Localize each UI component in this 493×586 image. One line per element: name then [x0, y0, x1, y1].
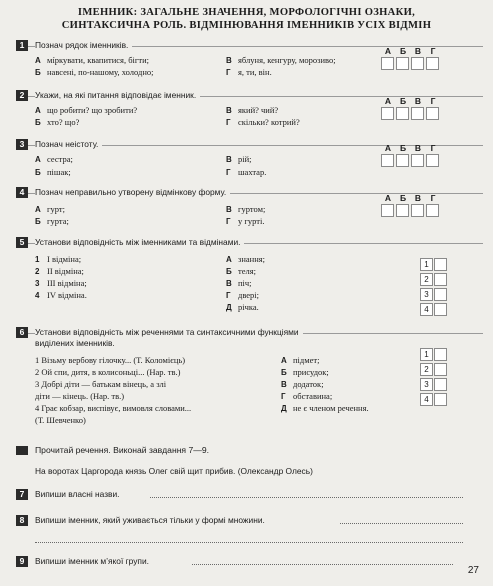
answer-line-9[interactable] [192, 564, 453, 565]
option-b[interactable]: Б пішак; [35, 167, 71, 177]
match-cell[interactable] [434, 258, 447, 271]
cell-v[interactable] [411, 107, 424, 120]
question-number: 1 [16, 40, 28, 51]
question-5 [16, 237, 483, 323]
option-h[interactable]: Г шахтар. [226, 167, 267, 177]
cell-h[interactable] [426, 204, 439, 217]
question-8-number: 8 [16, 515, 28, 526]
option-a[interactable]: А мíркувати, квапитися, бігти; [35, 55, 149, 65]
cell-a[interactable] [381, 57, 394, 70]
question-text: Познач неістоту. [35, 139, 102, 150]
option-a[interactable]: А що робити? що зробити? [35, 105, 138, 115]
function-v: В додаток; [281, 379, 324, 389]
question-9-number: 9 [16, 556, 28, 567]
title-line-2: СИНТАКСИЧНА РОЛЬ. ВІДМІНЮВАННЯ ІМЕННИКІВ УСІХ ВІДМІН [61, 20, 432, 31]
question-8-text: Випиши іменник, який уживається тільки у формі множини. [35, 515, 265, 525]
question-text: Установи відповідність між реченнями та синтаксичними функціями [35, 327, 303, 338]
question-text-cont: виділених іменників. [35, 338, 115, 348]
page-title [0, 6, 493, 32]
match-right-b: Б теля; [226, 266, 257, 276]
workbook-page: ІМЕННИК: ЗАГАЛЬНЕ ЗНАЧЕННЯ, МОРФОЛОГІЧНІ ОЗНАКИ, СИНТАКСИЧНА РОЛЬ. ВІДМІНЮВАННЯ ІМЕННИКІВ УСІХ ВІДМІН 1 Познач рядок іменників. А мíркувати, квапитися, бігти; Б навсені, по-нашому, холодно; В яблуня, кенгуру, морозиво; Г я, ти, він. А Б В Г 2 Укажи, на які питання відповідає іменник. А що робити? що зробити? Б хто? що? В який? чий? Г скільки? котрий? А Б В Г 3 Познач неістоту. А сестра; Б пішак; В рій; Г шахтар. А Б В Г 4 Познач неправильно утворену відмінкову форму. А гурт; Б гурта; В гуртом; Г у гурті. А Б В Г 5 Установи відповідність між іменниками та відмінами. 1 I відміна; 2 II відміна; 3 III відміна; 4 IV відміна. А знання; Б теля; В піч; Г двері; Д річка. 1 2 3 4 6 Установи відповідність між реченнями та синтаксичними функціями виділених іменників. 1 Візьму вербову гілочку... (Т. Коломієць) 2 Ой спи, дитя, в колисоньці... (Нар. тв.) 3 Добрі діти — батькам вінець, а злі діти — кінець. (Нар. тв.) 4 Грає кобзар, виспівує, вимовля словами... (Т. Шевченко) А підмет; Б присудок; В додаток; Г обставина; Д не є членом речення. 1 2 3 4 Прочитай речення. Виконай завдання 7—9. На воротах Царгорода князь Олег свій щит прибив. (Олександр Олесь) 7 Випиши власні назви. 8 Випиши іменник, який уживається тільки у формі множини. 9 Випиши іменник м’якої групи. 27 [0, 0, 493, 586]
match-left-3: 3 III відміна; [35, 278, 87, 288]
sentence-3b: діти — кінець. (Нар. тв.) [35, 391, 125, 401]
match-cell[interactable] [434, 363, 447, 376]
option-b[interactable]: Б гурта; [35, 216, 69, 226]
function-b: Б присудок; [281, 367, 329, 377]
option-v[interactable]: В гуртом; [226, 204, 266, 214]
cell-h[interactable] [426, 154, 439, 167]
option-b[interactable]: Б хто? що? [35, 117, 80, 127]
option-v[interactable]: В який? чий? [226, 105, 279, 115]
cell-v[interactable] [411, 154, 424, 167]
match-left-2: 2 II відміна; [35, 266, 84, 276]
question-9-text: Випиши іменник м’якої групи. [35, 556, 149, 566]
sentence-4b: (Т. Шевченко) [35, 415, 86, 425]
cell-h[interactable] [426, 57, 439, 70]
cell-v[interactable] [411, 57, 424, 70]
match-cell[interactable] [434, 378, 447, 391]
function-a: А підмет; [281, 355, 320, 365]
question-text: Познач рядок іменників. [35, 40, 132, 51]
cell-b[interactable] [396, 204, 409, 217]
cell-b[interactable] [396, 107, 409, 120]
sentence-4a: 4 Грає кобзар, виспівує, вимовля словами... [35, 403, 192, 413]
question-6 [16, 327, 483, 431]
match-cell[interactable] [434, 273, 447, 286]
question-7-text: Випиши власні назви. [35, 489, 120, 499]
answer-line-8[interactable] [340, 523, 463, 524]
match-cell[interactable] [434, 348, 447, 361]
question-number: 3 [16, 139, 28, 150]
function-d: Д не є членом речення. [281, 403, 369, 413]
question-7-number: 7 [16, 489, 28, 500]
question-number: 4 [16, 187, 28, 198]
cell-a[interactable] [381, 204, 394, 217]
match-cell[interactable] [434, 303, 447, 316]
option-a[interactable]: А гурт; [35, 204, 65, 214]
match-right-d: Д річка. [226, 302, 259, 312]
cell-b[interactable] [396, 154, 409, 167]
match-right-v: В піч; [226, 278, 252, 288]
option-h[interactable]: Г у гурті. [226, 216, 265, 226]
question-text: Познач неправильно утворену відмінкову форму. [35, 187, 230, 198]
sentence-3a: 3 Добрі діти — батькам вінець, а злі [35, 379, 167, 389]
task-intro: Прочитай речення. Виконай завдання 7—9. [35, 445, 210, 455]
option-h[interactable]: Г я, ти, він. [226, 67, 272, 77]
option-v[interactable]: В яблуня, кенгуру, морозиво; [226, 55, 336, 65]
match-left-1: 1 I відміна; [35, 254, 82, 264]
question-number: 2 [16, 90, 28, 101]
sentence-1: 1 Візьму вербову гілочку... (Т. Коломієць) [35, 355, 186, 365]
match-left-4: 4 IV відміна. [35, 290, 87, 300]
question-text: Укажи, на які питання відповідає іменник. [35, 90, 200, 101]
cell-a[interactable] [381, 107, 394, 120]
title-line-1: ІМЕННИК: ЗАГАЛЬНЕ ЗНАЧЕННЯ, МОРФОЛОГІЧНІ ОЗНАКИ, [77, 7, 416, 18]
answer-line-8b[interactable] [35, 542, 463, 543]
match-right-h: Г двері; [226, 290, 260, 300]
page-number: 27 [467, 565, 479, 576]
answer-line-7[interactable] [150, 497, 463, 498]
function-h: Г обставина; [281, 391, 333, 401]
option-a[interactable]: А сестра; [35, 154, 73, 164]
cell-b[interactable] [396, 57, 409, 70]
match-cell[interactable] [434, 393, 447, 406]
question-text: Установи відповідність між іменниками та відмінами. [35, 237, 244, 248]
sentence-2: 2 Ой спи, дитя, в колисоньці... (Нар. тв.) [35, 367, 181, 377]
question-number: 5 [16, 237, 28, 248]
task-marker [16, 446, 28, 455]
cell-a[interactable] [381, 154, 394, 167]
option-v[interactable]: В рій; [226, 154, 252, 164]
match-right-a: А знання; [226, 254, 266, 264]
option-b[interactable]: Б навсені, по-нашому, холодно; [35, 67, 154, 77]
option-h[interactable]: Г скільки? котрий? [226, 117, 300, 127]
task-sentence: На воротах Царгорода князь Олег свій щит прибив. (Олександр Олесь) [35, 466, 313, 476]
cell-v[interactable] [411, 204, 424, 217]
match-cell[interactable] [434, 288, 447, 301]
cell-h[interactable] [426, 107, 439, 120]
question-number: 6 [16, 327, 28, 338]
